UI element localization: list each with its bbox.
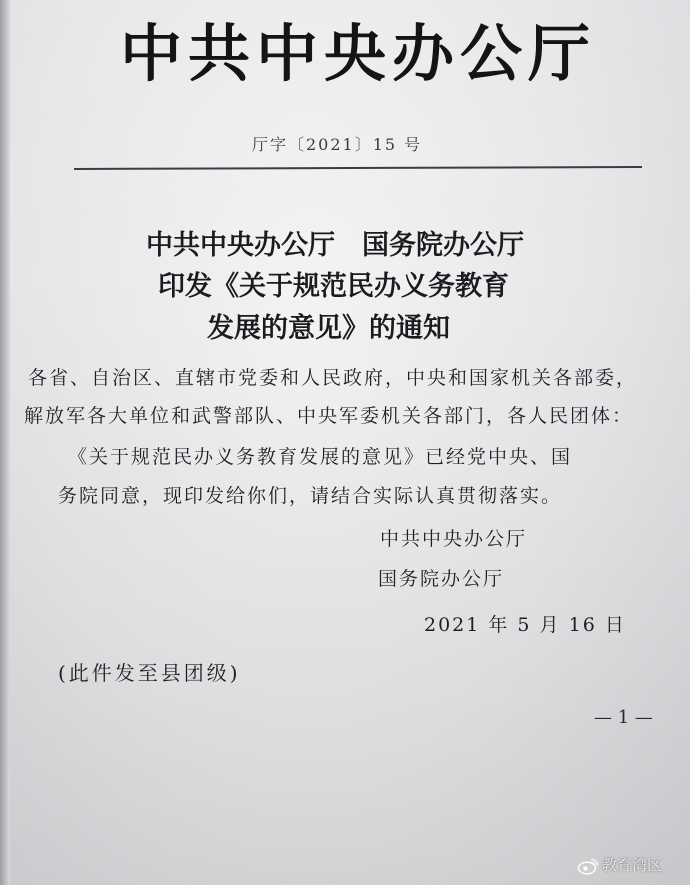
watermark	[577, 852, 662, 878]
body-line-2: 解放军各大单位和武警部队、中央军委机关各部门，各人民团体：	[24, 405, 634, 427]
issuer-header: 中共中央办公厅	[120, 17, 597, 90]
body-line-1: 各省、自治区、直辖市党委和人民政府，中央和国家机关各部委，	[28, 367, 638, 389]
body-line-3: 《关于规范民办义务教育发展的意见》已经党中央、国	[68, 446, 573, 468]
distribution-note: (此件发至县团级)	[58, 661, 241, 685]
page-number: — 1 —	[594, 707, 653, 728]
watermark-text: 教育湾区	[602, 856, 663, 874]
signature-line-1: 中共中央办公厅	[380, 528, 528, 550]
page-edge-shadow	[0, 0, 10, 885]
document-number: 厅字〔2021〕15 号	[252, 135, 423, 154]
title-line-1: 中共中央办公厅 国务院办公厅	[146, 230, 524, 261]
weibo-logo-icon	[577, 857, 599, 875]
body-line-4: 务院同意，现印发给你们，请结合实际认真贯彻落实。	[58, 485, 563, 507]
title-line-2: 印发《关于规范民办义务教育	[158, 271, 509, 302]
header-divider	[74, 166, 642, 170]
title-line-3: 发展的意见》的通知	[207, 313, 450, 344]
signature-line-2: 国务院办公厅	[378, 568, 505, 590]
issue-date: 2021 年 5 月 16 日	[424, 614, 626, 636]
